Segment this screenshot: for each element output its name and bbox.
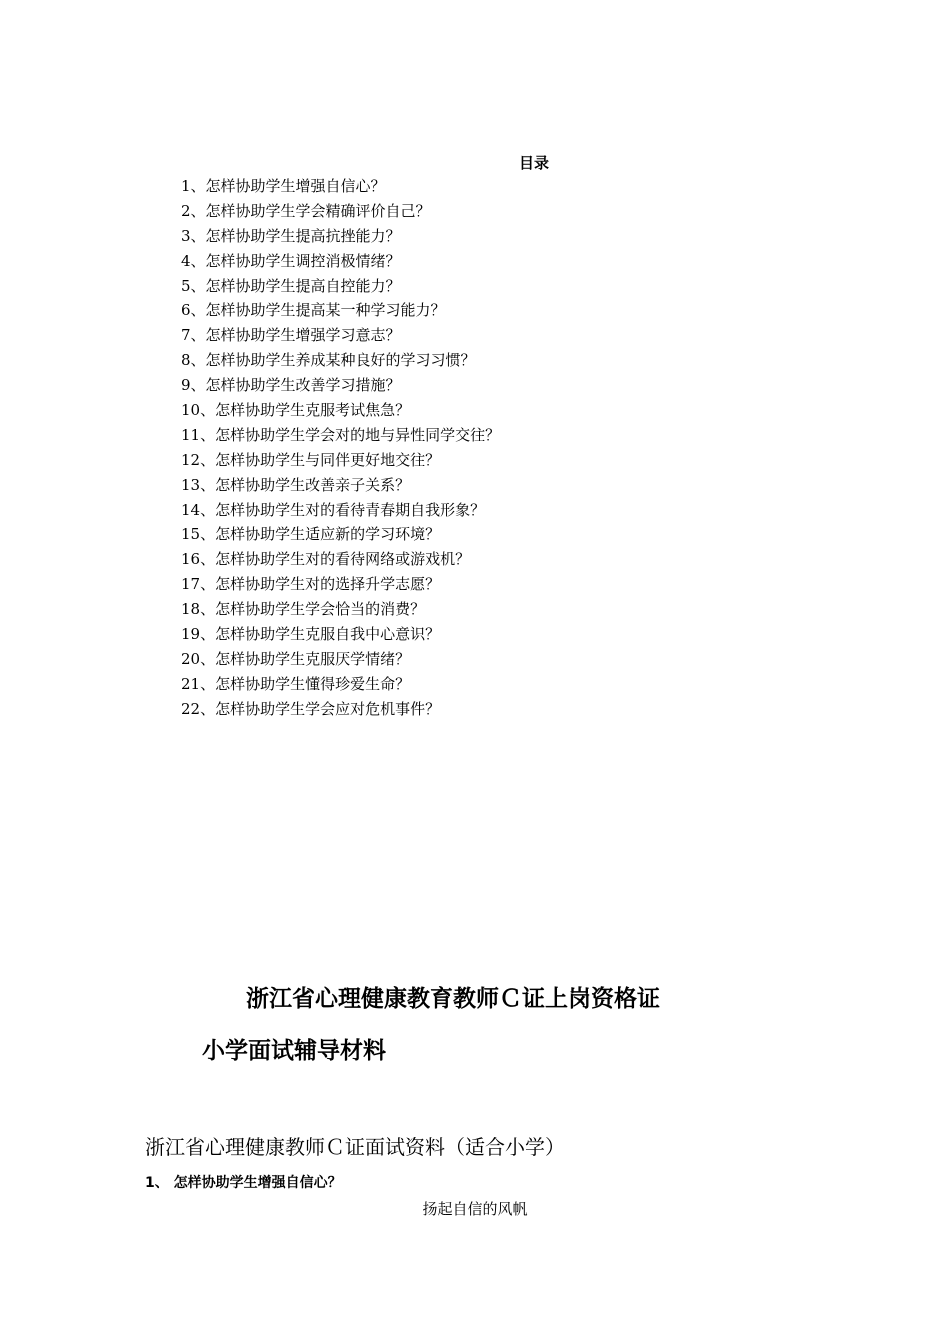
toc-item: 18、怎样协助学生学会恰当的消费？ (181, 600, 426, 619)
document-subtitle: 小学面试辅导材料 (202, 1038, 386, 1064)
toc-item: 9、怎样协助学生改善学习措施？ (181, 376, 401, 395)
toc-item: 4、怎样协助学生调控消极情绪？ (181, 251, 401, 270)
toc-item: 7、怎样协助学生增强学习意志？ (181, 326, 401, 345)
toc-item: 20、怎样协助学生克服厌学情绪？ (181, 649, 411, 668)
toc-item: 11、怎样协助学生学会对的地与异性同学交往？ (181, 425, 501, 444)
toc-item: 2、怎样协助学生学会精确评价自己？ (181, 201, 431, 220)
toc-item: 10、怎样协助学生克服考试焦急？ (181, 401, 411, 420)
document-title: 浙江省心理健康教育教师Ｃ证上岗资格证 (246, 986, 660, 1012)
toc-item: 15、怎样协助学生适应新的学习环境？ (181, 525, 441, 544)
toc-item: 5、怎样协助学生提高自控能力？ (181, 276, 401, 295)
toc-item: 14、怎样协助学生对的看待青春期自我形象？ (181, 500, 486, 519)
article-title: 扬起自信的风帆 (422, 1200, 528, 1218)
section-heading: 浙江省心理健康教师Ｃ证面试资料（适合小学） (145, 1135, 565, 1159)
toc-item: 1、怎样协助学生增强自信心？ (181, 177, 386, 195)
toc-item: 12、怎样协助学生与同伴更好地交往？ (181, 450, 441, 469)
toc-item: 3、怎样协助学生提高抗挫能力？ (181, 226, 401, 245)
question-heading: 1、 怎样协助学生增强自信心？ (145, 1175, 342, 1191)
toc-item: 22、怎样协助学生学会应对危机事件？ (181, 699, 441, 718)
toc-item: 16、怎样协助学生对的看待网络或游戏机？ (181, 550, 471, 569)
toc-list (181, 174, 500, 722)
toc-item: 19、怎样协助学生克服自我中心意识？ (181, 625, 441, 644)
toc-item: 21、怎样协助学生懂得珍爱生命？ (181, 674, 411, 693)
toc-item: 17、怎样协助学生对的选择升学志愿？ (181, 575, 441, 594)
toc-item: 13、怎样协助学生改善亲子关系？ (181, 475, 411, 494)
toc-item: 8、怎样协助学生养成某种良好的学习习惯？ (181, 351, 476, 370)
toc-title: 目录 (518, 154, 549, 172)
toc-item: 6、怎样协助学生提高某一种学习能力？ (181, 301, 446, 320)
